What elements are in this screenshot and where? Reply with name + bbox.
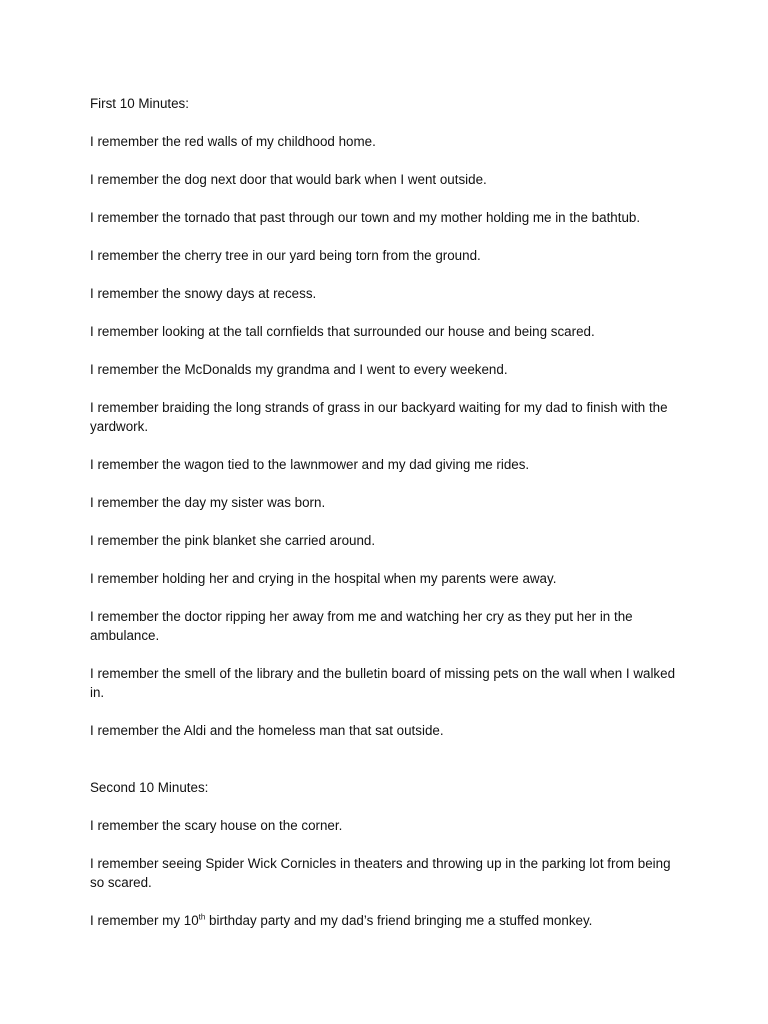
memory-paragraph: I remember the McDonalds my grandma and I went to every weekend.	[90, 362, 508, 377]
section-heading-second: Second 10 Minutes:	[90, 780, 209, 795]
memory-paragraph: I remember the Aldi and the homeless man that sat outside.	[90, 723, 444, 738]
memory-paragraph: I remember seeing Spider Wick Cornicles in theaters and throwing up in the parking lot from being so scared.	[90, 856, 671, 890]
memory-paragraph: I remember braiding the long strands of grass in our backyard waiting for my dad to finish with the yardwork.	[90, 400, 668, 434]
birthday-text-after: birthday party and my dad’s friend bringing me a stuffed monkey.	[205, 913, 593, 928]
memory-paragraph: I remember the cherry tree in our yard being torn from the ground.	[90, 248, 481, 263]
ordinal-superscript: th	[198, 912, 206, 922]
memory-paragraph: I remember the wagon tied to the lawnmower and my dad giving me rides.	[90, 457, 530, 472]
memory-paragraph: I remember the red walls of my childhood home.	[90, 134, 376, 149]
memory-paragraph: I remember the scary house on the corner.	[90, 818, 343, 833]
memory-paragraph: I remember the smell of the library and the bulletin board of missing pets on the wall when I walked in.	[90, 666, 676, 700]
memory-paragraph: I remember the dog next door that would bark when I went outside.	[90, 172, 487, 187]
memory-paragraph: I remember the tornado that past through our town and my mother holding me in the bathtub.	[90, 210, 641, 225]
memory-paragraph: I remember the pink blanket she carried around.	[90, 533, 376, 548]
memory-paragraph: I remember the snowy days at recess.	[90, 286, 317, 301]
memory-paragraph-birthday	[90, 911, 680, 930]
document-body	[90, 94, 680, 949]
memory-paragraph: I remember looking at the tall cornfields that surrounded our house and being scared.	[90, 324, 595, 339]
section-heading-first: First 10 Minutes:	[90, 96, 189, 111]
memory-paragraph: I remember the day my sister was born.	[90, 495, 326, 510]
birthday-text-before: I remember my 10	[90, 913, 199, 928]
memory-paragraph: I remember holding her and crying in the hospital when my parents were away.	[90, 571, 557, 586]
memory-paragraph: I remember the doctor ripping her away from me and watching her cry as they put her in the ambulance.	[90, 609, 633, 643]
section-spacer	[90, 759, 680, 778]
